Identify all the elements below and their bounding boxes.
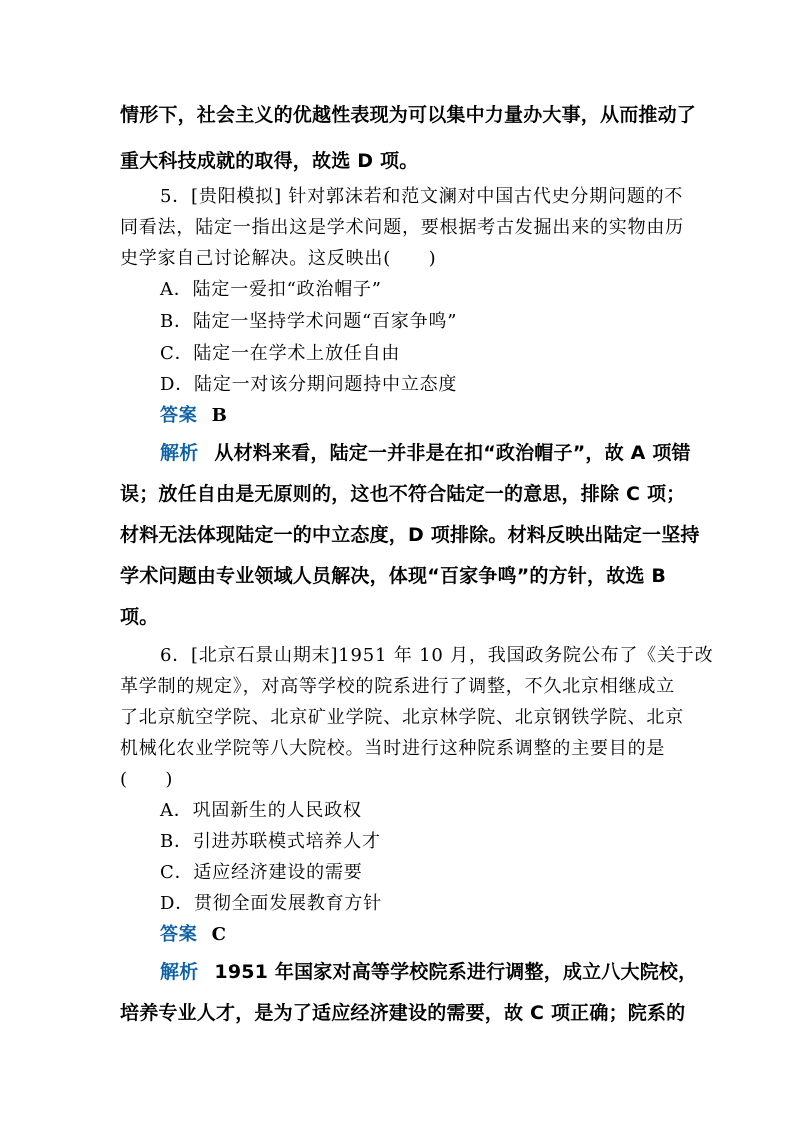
q5-explanation-line-2: 误；放任自由是无原则的，这也不符合陆定一的意思，排除 C 项； [120,483,686,505]
q6-option-b: B．引进苏联模式培养人才 [160,831,381,852]
q5-stem-line-1: 5．[贵阳模拟] 针对郭沫若和范文澜对中国古代史分期问题的不 [160,186,684,207]
q6-stem-line-5: ( ) [120,769,174,790]
q6-option-d: D．贯彻全面发展教育方针 [160,893,383,914]
q6-option-a: A．巩固新生的人民政权 [160,800,362,821]
q5-explanation-label: 解析 [160,442,199,464]
q5-option-b: B．陆定一坚持学术问题“百家争鸣” [160,311,458,332]
q5-explanation-text-1: 从材料来看，陆定一并非是在扣“政治帽子”，故 A 项错 [214,442,691,464]
q6-stem-line-4: 机械化农业学院等八大院校。当时进行这种院系调整的主要目的是 [120,738,666,759]
q5-explanation-line-5: 项。 [120,606,159,628]
q5-answer-label: 答案 [160,405,198,426]
q6-stem-line-2: 革学制的规定》，对高等学校的院系进行了调整，不久北京相继成立 [120,676,675,697]
q6-answer-value: C [211,924,227,945]
q6-explanation-line-1 [160,957,697,984]
q5-option-c: C．陆定一在学术上放任自由 [160,343,401,364]
prev-explanation-line-1: 情形下，社会主义的优越性表现为可以集中力量办大事，从而推动了 [120,104,697,126]
q6-option-c: C．适应经济建设的需要 [160,862,363,883]
q6-explanation-line-2: 培养专业人才，是为了适应经济建设的需要，故 C 项正确；院系的 [120,1002,686,1024]
q5-answer-value: B [211,405,228,426]
q5-explanation-line-1 [160,438,691,465]
q5-answer [160,401,228,427]
q6-stem-line-3: 了北京航空学院、北京矿业学院、北京林学院、北京钢铁学院、北京 [120,707,684,728]
q6-stem-line-1: 6．[北京石景山期末]1951 年 10 月，我国政务院公布了《关于改 [160,645,714,666]
q6-explanation-text-1: 1951 年国家对高等学校院系进行调整，成立八大院校， [214,961,698,983]
q5-option-a: A．陆定一爱扣“政治帽子” [160,279,382,300]
q5-option-d: D．陆定一对该分期问题持中立态度 [160,374,458,395]
q6-explanation-label: 解析 [160,961,199,983]
prev-explanation-line-2: 重大科技成就的取得，故选 D 项。 [120,150,419,172]
q5-stem-line-2: 同看法，陆定一指出这是学术问题，要根据考古发掘出来的实物由历 [120,217,684,238]
q5-explanation-line-4: 学术问题由专业领域人员解决，体现“百家争鸣”的方针，故选 B [120,565,667,587]
q5-explanation-line-3: 材料无法体现陆定一的中立态度，D 项排除。材料反映出陆定一坚持 [120,524,700,546]
q6-answer-label: 答案 [160,924,198,945]
q6-answer [160,920,227,946]
q5-stem-line-3: 史学家自己讨论解决。这反映出( ) [120,248,437,269]
